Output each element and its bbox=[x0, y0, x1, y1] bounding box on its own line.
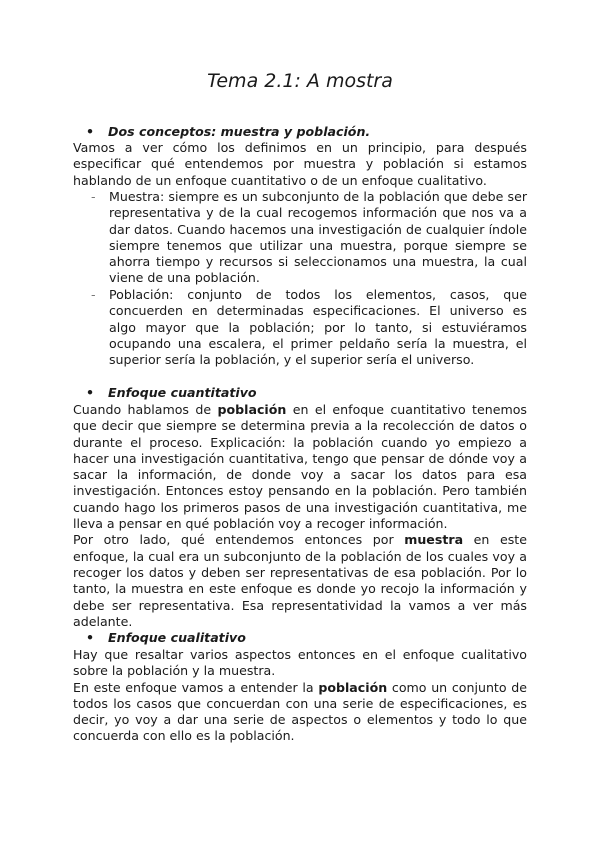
section-heading-text: Enfoque cualitativo bbox=[108, 630, 246, 645]
term-poblacion: población bbox=[217, 402, 287, 417]
dash-icon: - bbox=[91, 189, 96, 204]
qualitative-paragraphs bbox=[73, 647, 527, 745]
list-item-text: Población: conjunto de todos los elementos, casos, que concuerden en determinadas especificaciones. El universo es algo mayor que la población; por lo tanto, si estuviéramos ocupando una escalera, el primer peldaño sería la muestra, el superior sería la población, y el superior sería el universo. bbox=[109, 287, 527, 368]
list-item-text: Muestra: siempre es un subconjunto de la población que debe ser representativa y de la cual recogemos información que nos va a dar datos. Cuando hacemos una investigación de cualquier índole siempre tenemos que utilizar una muestra, porque siempre se ahorra tiempo y recursos si seleccionamos una muestra, la cual viene de una población. bbox=[109, 189, 527, 286]
bullet-icon: • bbox=[86, 385, 95, 400]
qualitative-paragraph-1: Hay que resaltar varios aspectos entonces en el enfoque cualitativo sobre la población y la muestra. bbox=[73, 647, 527, 679]
intro-text: Vamos a ver cómo los definimos en un principio, para después especificar qué entendemos por muestra y población si estamos hablando de un enfoque cuantitativo o de un enfoque cualitativo. bbox=[73, 140, 527, 188]
bullet-icon: • bbox=[86, 630, 95, 645]
bullet-icon: • bbox=[86, 124, 95, 139]
qualitative-paragraph-2: En este enfoque vamos a entender la población como un conjunto de todos los casos que concuerdan con una serie de especificaciones, es decir, yo voy a dar una serie de aspectos o elementos y todo lo que concuerda con ello es la población. bbox=[73, 679, 527, 744]
page-title: Tema 2.1: A mostra bbox=[207, 70, 393, 92]
term-poblacion: población bbox=[318, 679, 388, 695]
dash-icon: - bbox=[91, 287, 96, 302]
quantitative-paragraph-2: Por otro lado, qué entendemos entonces por muestra en este enfoque, la cual era un subconjunto de la población de los cuales voy a recoger los datos y deben ser representativas de esa población. Por lo tanto, la muestra en este enfoque es donde yo recojo la información y debe ser representativa. Esa representatividad la vamos a ver más adelante. bbox=[73, 532, 527, 629]
section-heading-text: Enfoque cuantitativo bbox=[108, 385, 257, 400]
section-heading-text: Dos conceptos: muestra y población. bbox=[108, 124, 371, 139]
quantitative-paragraph-1: Cuando hablamos de población en el enfoque cuantitativo tenemos que decir que siempre se determina previa a la recolección de datos o durante el proceso. Explicación: la población cuando yo empiezo a hacer una investigación cuantitativa, tengo que pensar de dónde voy a sacar la información, de donde voy a sacar los datos para esa investigación. Entonces estoy pensando en la población. Pero también cuando hago los primeros pasos de una investigación cuantitativa, me lleva a pensar en qué población voy a recoger información. bbox=[73, 402, 527, 532]
section-intro-paragraph bbox=[73, 140, 527, 189]
list-item-muestra bbox=[91, 189, 527, 287]
term-muestra: muestra bbox=[404, 532, 464, 548]
list-item-poblacion bbox=[91, 287, 527, 368]
quantitative-paragraphs bbox=[73, 402, 527, 630]
